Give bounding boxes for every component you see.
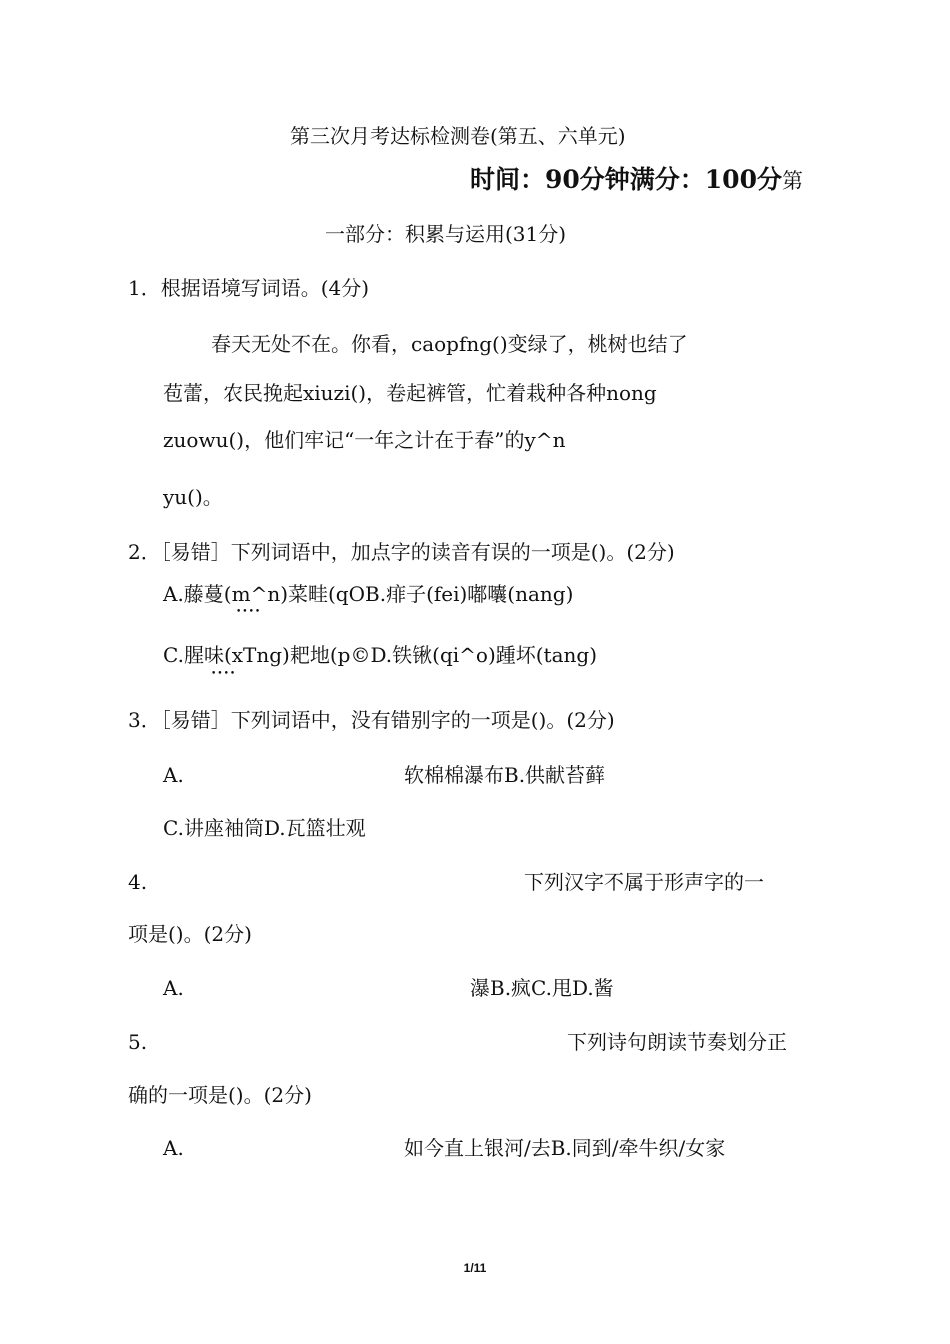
q5-stem: 下列诗句朗读节奏划分正 — [567, 1030, 787, 1054]
q5-stem-cont: 确的一项是()。(2分) — [128, 1083, 312, 1107]
q1-line-1: 春天无处不在。你看，caopfng()变绿了，桃树也结了 — [211, 332, 688, 356]
q4-stem: 下列汉字不属于形声字的一 — [524, 870, 764, 894]
q5-options: 如今直上银河/去B.同到/牵牛织/女家 — [404, 1136, 726, 1160]
q2-options-ab: A.藤蔓(m^n)菜畦(qOB.痱子(fei)嘟囔(nang) — [163, 582, 574, 606]
time-score: 时间：90分钟满分：100分 — [470, 165, 782, 194]
time-score-tail: 第 — [781, 169, 803, 193]
emphasis-dots-2: •••• — [211, 669, 237, 679]
q1-line-2: 苞蕾，农民挽起xiuzi()，卷起裤管，忙着栽种各种nong — [163, 381, 657, 405]
emphasis-dots-1: •••• — [236, 607, 262, 617]
q3-options-cd: C.讲座袖筒D.瓦篮壮观 — [163, 816, 366, 840]
q5-option-a-label: A. — [163, 1136, 184, 1160]
q3-option-a-label: A. — [163, 763, 184, 787]
q1-stem: 1．根据语境写词语。(4分) — [128, 276, 370, 300]
q5-number: 5. — [128, 1030, 148, 1054]
q4-number: 4. — [128, 870, 148, 894]
time-score-line — [470, 164, 803, 197]
q1-line-3: zuowu()，他们牢记“一年之计在于春”的y^n — [163, 428, 566, 452]
q1-line-4: yu()。 — [163, 485, 223, 509]
q3-option-a-rest: 软棉棉瀑布B.供献苔藓 — [404, 763, 606, 787]
q4-options: 瀑B.疯C.甩D.酱 — [470, 976, 614, 1000]
page-number: 1/11 — [463, 1261, 487, 1275]
exam-title: 第三次月考达标检测卷(第五、六单元) — [290, 124, 626, 148]
q3-stem: 3．［易错］下列词语中，没有错别字的一项是()。(2分) — [128, 708, 615, 732]
q4-stem-cont: 项是()。(2分) — [128, 922, 252, 946]
q4-option-a-label: A. — [163, 976, 184, 1000]
part1-header: 一部分：积累与运用(31分) — [325, 222, 567, 246]
q2-options-cd: C.腥味(xTng)耙地(p©D.铁锹(qi^o)踵坏(tang) — [163, 643, 597, 667]
q2-stem: 2．［易错］下列词语中，加点字的读音有误的一项是()。(2分) — [128, 540, 675, 564]
